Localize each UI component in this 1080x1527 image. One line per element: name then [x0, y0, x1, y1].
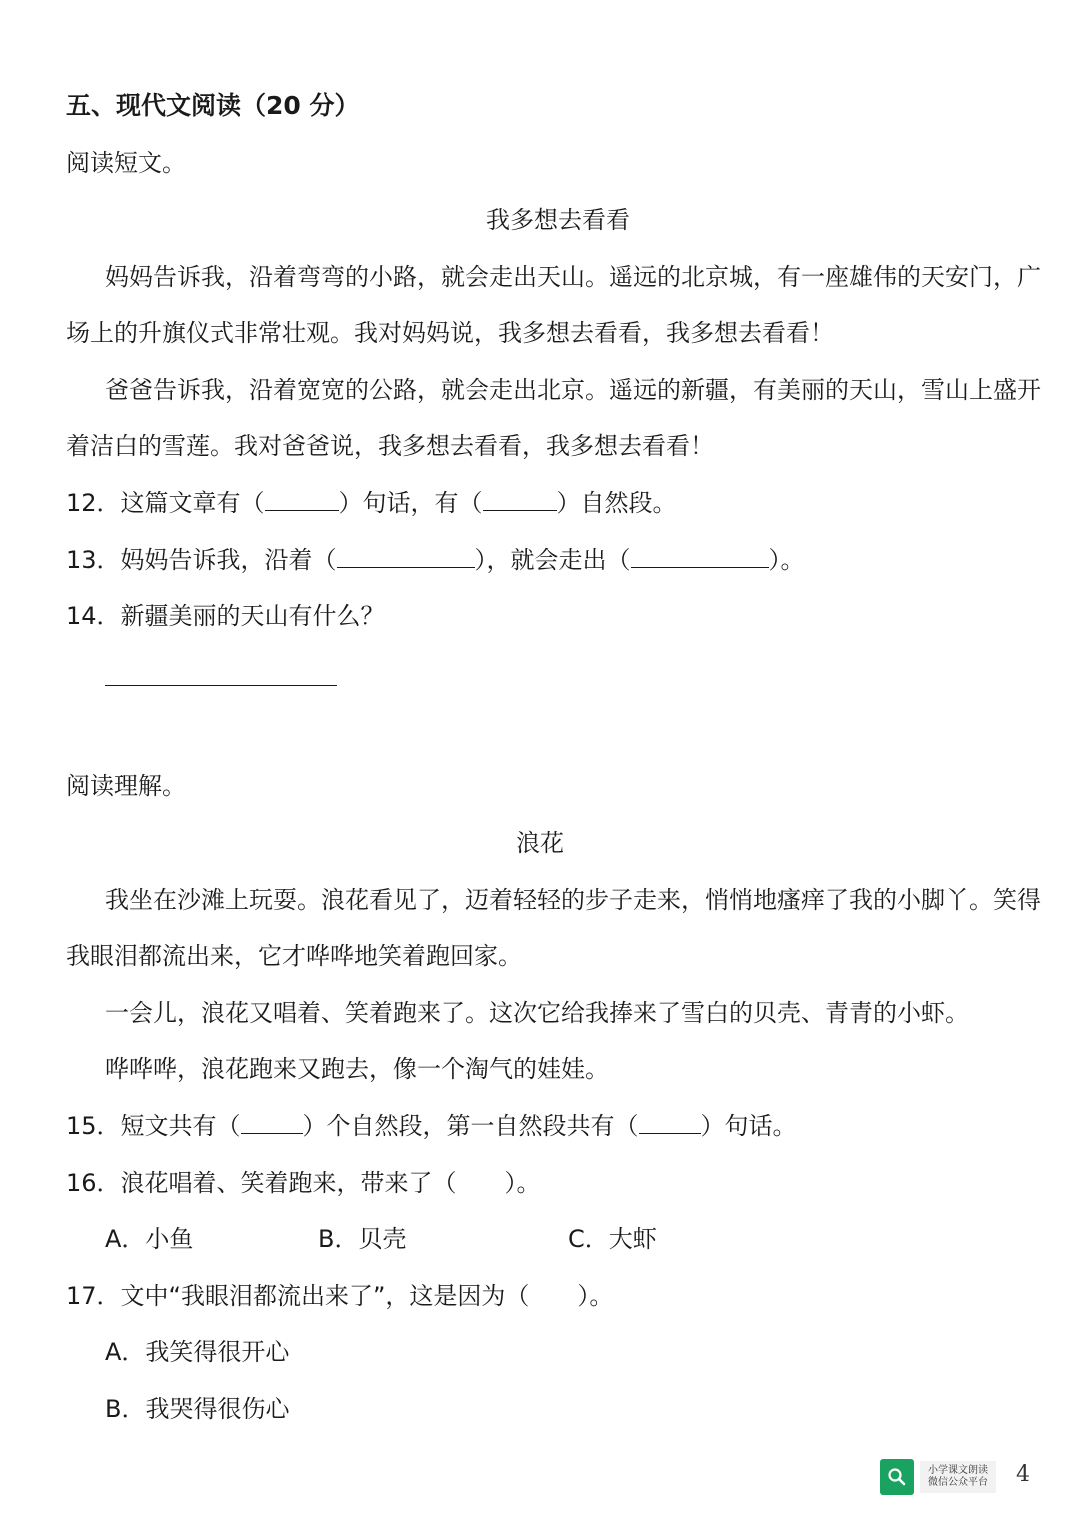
question-13-part-a: 13．妈妈告诉我，沿着（ — [66, 546, 337, 574]
question-15-part-a: 15．短文共有（ — [66, 1112, 241, 1140]
reading1-title: 我多想去看看 — [486, 206, 630, 234]
question-14: 14．新疆美丽的天山有什么？ — [66, 602, 385, 630]
question-12-blank-1[interactable] — [265, 488, 339, 511]
reading2-paragraph1-line1: 我坐在沙滩上玩耍。浪花看见了，迈着轻轻的步子走来，悄悄地瘙痒了我的小脚丫。笑得 — [105, 886, 1041, 914]
question-12 — [66, 487, 677, 519]
search-icon — [880, 1459, 914, 1495]
question-13 — [66, 544, 805, 576]
question-13-part-b: ），就会走出（ — [474, 546, 631, 574]
reading2-instruction: 阅读理解。 — [66, 772, 186, 800]
reading1-paragraph1-line2: 场上的升旗仪式非常壮观。我对妈妈说，我多想去看看，我多想去看看！ — [66, 319, 834, 347]
question-13-blank-1[interactable] — [337, 545, 475, 568]
reading2-title: 浪花 — [516, 829, 564, 857]
question-16-option-c[interactable]: C．大虾 — [568, 1225, 657, 1253]
reading2-paragraph1-line2: 我眼泪都流出来，它才哗哗地笑着跑回家。 — [66, 942, 522, 970]
question-17-option-b[interactable]: B．我哭得很伤心 — [105, 1395, 290, 1423]
page-number: 4 — [1016, 1462, 1030, 1487]
question-13-blank-2[interactable] — [631, 545, 769, 568]
reading1-paragraph2-line2: 着洁白的雪莲。我对爸爸说，我多想去看看，我多想去看看！ — [66, 432, 714, 460]
question-17-option-a[interactable]: A．我笑得很开心 — [105, 1338, 290, 1366]
question-13-part-c: ）。 — [768, 546, 805, 574]
question-15-part-b: ）个自然段，第一自然段共有（ — [302, 1112, 639, 1140]
question-17: 17．文中“我眼泪都流出来了”，这是因为（ ）。 — [66, 1282, 614, 1310]
reading1-paragraph1-line1: 妈妈告诉我，沿着弯弯的小路，就会走出天山。遥远的北京城，有一座雄伟的天安门，广 — [105, 263, 1041, 291]
question-15-blank-2[interactable] — [639, 1111, 701, 1134]
reading1-instruction: 阅读短文。 — [66, 149, 186, 177]
question-12-part-c: ）自然段。 — [556, 489, 677, 517]
section-heading: 五、现代文阅读（20 分） — [66, 91, 360, 120]
question-15 — [66, 1110, 797, 1142]
question-12-part-a: 12．这篇文章有（ — [66, 489, 265, 517]
badge-label — [920, 1461, 996, 1493]
question-12-part-b: ）句话，有（ — [338, 489, 483, 517]
question-15-part-c: ）句话。 — [700, 1112, 797, 1140]
badge-line-1: 小学课文朗读 — [928, 1465, 988, 1476]
question-16-option-b[interactable]: B．贝壳 — [318, 1225, 407, 1253]
question-14-answer-line[interactable] — [105, 685, 337, 686]
reading2-paragraph2: 一会儿，浪花又唱着、笑着跑来了。这次它给我捧来了雪白的贝壳、青青的小虾。 — [105, 999, 969, 1027]
question-16: 16．浪花唱着、笑着跑来，带来了（ ）。 — [66, 1169, 541, 1197]
badge-line-2: 微信公众平台 — [928, 1477, 988, 1488]
question-16-option-a[interactable]: A．小鱼 — [105, 1225, 194, 1253]
reading2-paragraph3: 哗哗哗，浪花跑来又跑去，像一个淘气的娃娃。 — [105, 1055, 609, 1083]
question-12-blank-2[interactable] — [483, 488, 557, 511]
wechat-badge — [880, 1458, 996, 1496]
question-15-blank-1[interactable] — [241, 1111, 303, 1134]
reading1-paragraph2-line1: 爸爸告诉我，沿着宽宽的公路，就会走出北京。遥远的新疆，有美丽的天山，雪山上盛开 — [105, 376, 1041, 404]
